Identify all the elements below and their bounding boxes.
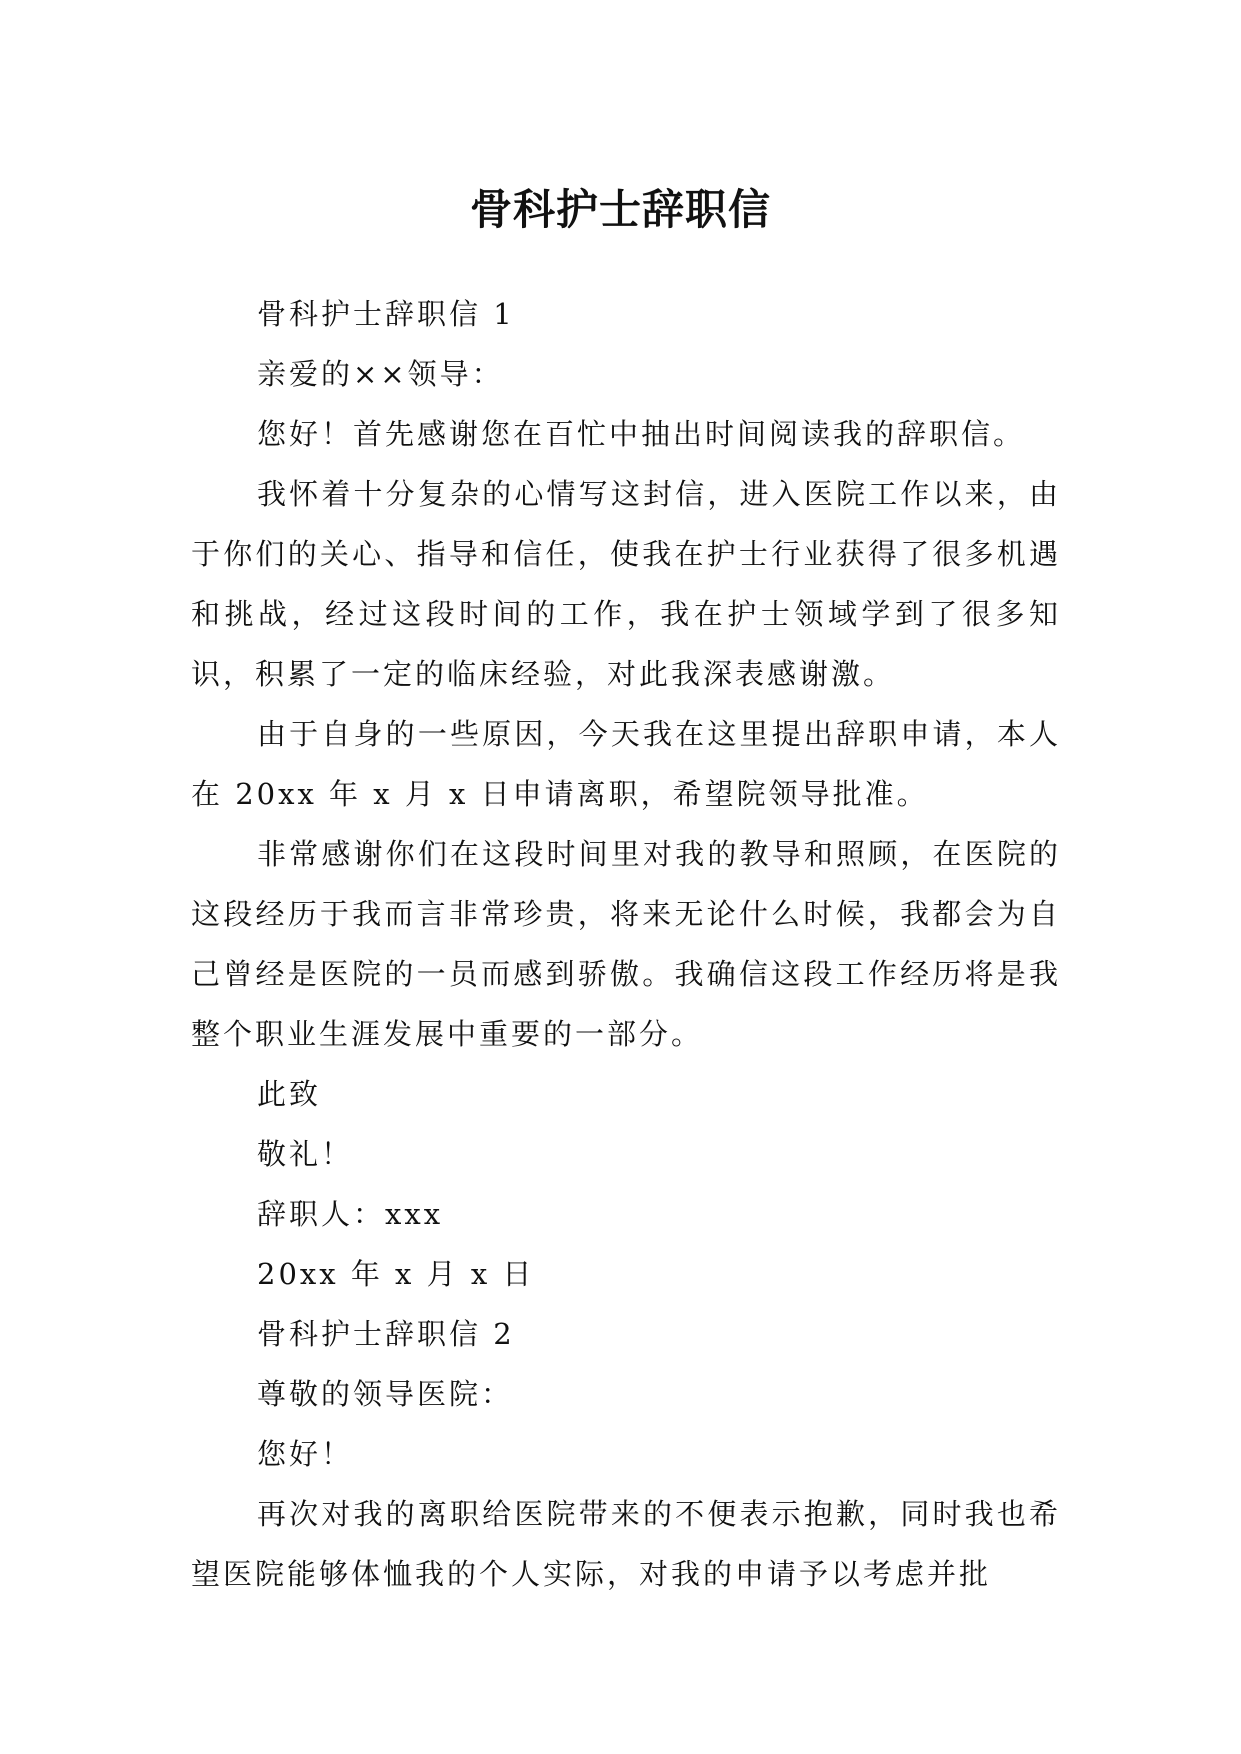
- salutation-1: 亲爱的××领导：: [257, 357, 504, 391]
- body-paragraph: 我怀着十分复杂的心情写这封信，进入医院工作以来，由于你们的关心、指导和信任，使我在护士行业获得了很多机遇和挑战，经过这段时间的工作，我在护士领域学到了很多知识，积累了一定的临床经验，对此我深表感谢激。: [191, 477, 1061, 691]
- letter-heading-1: 骨科护士辞职信 1: [257, 297, 515, 331]
- closing-regards: 敬礼！: [257, 1137, 354, 1171]
- salutation-2: 尊敬的领导医院：: [257, 1377, 514, 1411]
- page-title: 骨科护士辞职信: [469, 185, 771, 235]
- body-paragraph: 非常感谢你们在这段时间里对我的教导和照顾，在医院的这段经历于我而言非常珍贵，将来无论什么时候，我都会为自己曾经是医院的一员而感到骄傲。我确信这段工作经历将是我整个职业生涯发展中重要的一部分。: [191, 837, 1061, 1051]
- greeting-paragraph-2: 您好！: [257, 1437, 354, 1471]
- letter-heading-2: 骨科护士辞职信 2: [257, 1317, 515, 1351]
- signature-name: 辞职人：xxx: [257, 1197, 444, 1231]
- letter-body: [191, 284, 1061, 1604]
- closing-line: 此致: [257, 1077, 322, 1111]
- greeting-paragraph-1: 您好！首先感谢您在百忙中抽出时间阅读我的辞职信。: [257, 417, 1026, 451]
- signature-date: 20xx 年 x 月 x 日: [257, 1257, 535, 1291]
- body-paragraph: 由于自身的一些原因，今天我在这里提出辞职申请，本人在 20xx 年 x 月 x 日申请离职，希望院领导批准。: [191, 717, 1061, 811]
- body-paragraph: 再次对我的离职给医院带来的不便表示抱歉，同时我也希望医院能够体恤我的个人实际，对我的申请予以考虑并批: [191, 1497, 1061, 1591]
